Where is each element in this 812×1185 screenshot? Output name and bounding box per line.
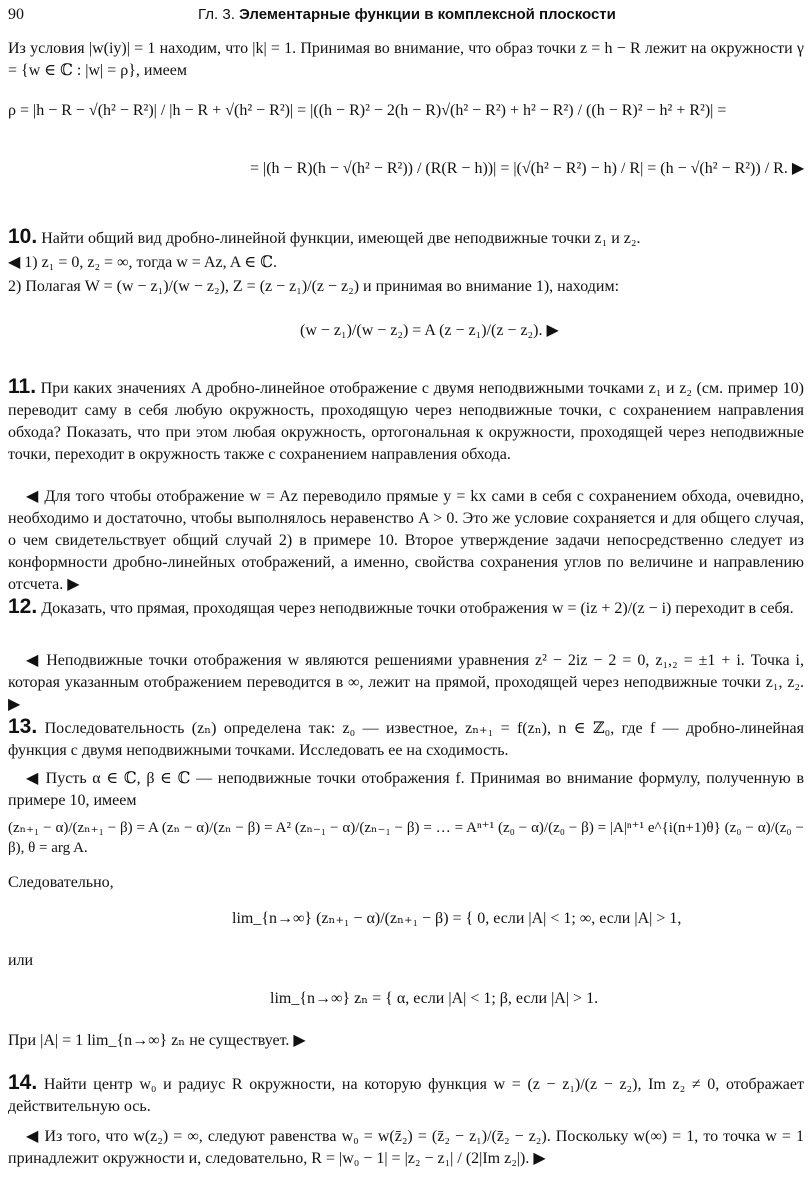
hence-label: Следовательно, bbox=[8, 874, 114, 891]
example-13 bbox=[8, 716, 804, 762]
limit-ratio: lim_{n→∞} (zₙ₊₁ − α)/(zₙ₊₁ − β) = { 0, если |A| < 1; ∞, если |A| > 1, bbox=[232, 910, 682, 927]
chapter-label: Гл. 3. bbox=[198, 6, 235, 23]
example-statement: Найти общий вид дробно-линейной функции, имеющей две неподвижные точки z₁ и z₂. bbox=[41, 230, 641, 247]
example-12-solution: ◀ Неподвижные точки отображения w являются решениями уравнения z² − 2iz − 2 = 0, z₁,₂ = ±1 + i. Точка i, которая указанным отображением переводится в ∞, лежит на прямой, проходящей через неподвижные точки z₁, z₂. ▶ bbox=[8, 652, 804, 713]
example-11 bbox=[8, 376, 804, 466]
example-14-solution: ◀ Из того, что w(z₂) = ∞, следуют равенства w₀ = w(z̄₂) = (z̄₂ − z₁)/(z̄₂ − z₂). Поскольку w(∞) = 1, то точка w = 1 принадлежит окружности и, следовательно, R = |w₀ − 1| = |z₂ − z₁| / (2|Im z₂|). ▶ bbox=[8, 1128, 804, 1167]
example-10-solution-1: ◀ 1) z₁ = 0, z₂ = ∞, тогда w = Az, A ∈ ℂ. bbox=[8, 254, 277, 271]
example-statement: При каких значениях A дробно-линейное отображение с двумя неподвижными точками z₁ и z₂ (см. пример 10) переводит саму в себя любую окружность, проходящую через неподвижные точки, с сохранением направления обхода? Показать, что при этом любая окружность, ортогональная к окружности, проходящей через неподвижные точки, переходит в окружность также с сохранением направления обхода. bbox=[8, 380, 805, 463]
example-number: 12. bbox=[8, 595, 38, 618]
example-statement: Найти центр w₀ и радиус R окружности, на которую функция w = (z − z₁)/(z − z₂), Im z₂ ≠ 0, отображает действительную ось. bbox=[8, 1076, 805, 1115]
example-10-equation: (w − z₁)/(w − z₂) = A (z − z₁)/(z − z₂). ▶ bbox=[300, 322, 559, 339]
example-number: 13. bbox=[8, 715, 38, 738]
page-number: 90 bbox=[8, 6, 24, 23]
equation-rho-2: = |(h − R)(h − √(h² − R²)) / (R(R − h))| = |(√(h² − R²) − h) / R| = (h − √(h² − R²)) / R. ▶ bbox=[250, 160, 805, 177]
or-label: или bbox=[8, 952, 34, 969]
example-statement: Доказать, что прямая, проходящая через неподвижные точки отображения w = (iz + 2)/(z − i) переходит в себя. bbox=[41, 600, 794, 617]
example-number: 10. bbox=[8, 225, 38, 248]
example-number: 11. bbox=[8, 375, 37, 398]
chapter-title: Элементарные функции в комплексной плоскости bbox=[239, 6, 616, 23]
example-13-solution: ◀ Пусть α ∈ ℂ, β ∈ ℂ — неподвижные точки отображения f. Принимая во внимание формулу, полученную в примере 10, имеем bbox=[8, 770, 804, 809]
example-13-equation: (zₙ₊₁ − α)/(zₙ₊₁ − β) = A (zₙ − α)/(zₙ − β) = A² (zₙ₋₁ − α)/(zₙ₋₁ − β) = … = Aⁿ⁺¹ (z₀ − α)/(z₀ − β) = |A|ⁿ⁺¹ e^{i(n+1)θ} (z₀ − α)/(z₀ − β), θ = arg A. bbox=[8, 820, 804, 856]
limit-sequence: lim_{n→∞} zₙ = { α, если |A| < 1; β, если |A| > 1. bbox=[270, 990, 599, 1007]
intro-text: Из условия |w(iy)| = 1 находим, что |k| = 1. Принимая во внимание, что образ точки z = h − R лежит на окружности γ = {w ∈ ℂ : |w| = ρ}, имеем bbox=[8, 40, 804, 79]
example-statement: Последовательность (zₙ) определена так: z₀ — известное, zₙ₊₁ = f(zₙ), n ∈ ℤ₀, где f — дробно-линейная функция с двумя неподвижными точками. Исследовать ее на сходимость. bbox=[8, 720, 804, 759]
example-11-solution: ◀ Для того чтобы отображение w = Az переводило прямые y = kx сами в себя с сохранением обхода, очевидно, необходимо и достаточно, чтобы выполнялось неравенство A > 0. Это же условие сохраняется и для общего случая, о чем свидетельствует общий случай 2) в примере 10. Второе утверждение задачи непосредственно следует из конформности дробно-линейных отображений, а именно, свойства сохранения углов по величине и направлению отсчета. ▶ bbox=[8, 488, 804, 593]
example-10-solution-2: 2) Полагая W = (w − z₁)/(w − z₂), Z = (z − z₁)/(z − z₂) и принимая во внимание 1), находим: bbox=[8, 278, 620, 295]
example-13-conclusion: При |A| = 1 lim_{n→∞} zₙ не существует. ▶ bbox=[8, 1032, 306, 1049]
example-10 bbox=[8, 226, 804, 250]
equation-rho-1: ρ = |h − R − √(h² − R²)| / |h − R + √(h² − R²)| = |((h − R)² − 2(h − R)√(h² − R²) + h² − R²) / ((h − R)² − h² + R²)| = bbox=[8, 102, 727, 119]
example-12 bbox=[8, 596, 804, 620]
example-14 bbox=[8, 1072, 804, 1118]
example-number: 14. bbox=[8, 1071, 38, 1094]
page-header bbox=[8, 6, 806, 30]
running-head bbox=[198, 6, 616, 23]
